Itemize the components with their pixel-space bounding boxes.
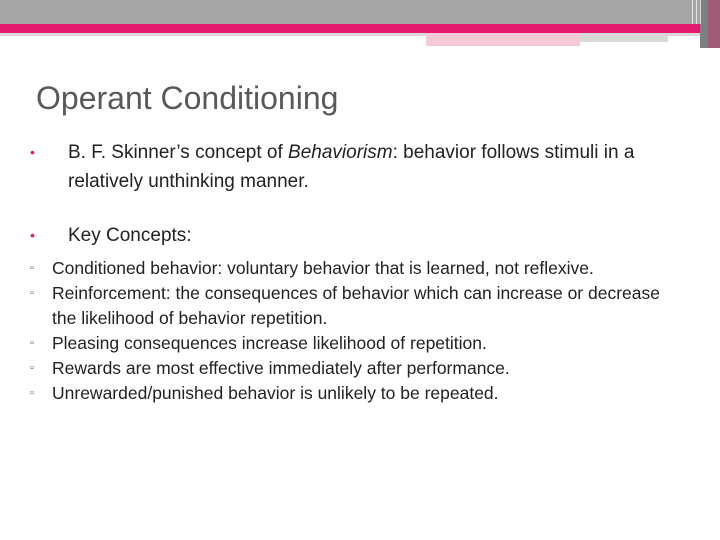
- sub-bullet-text: Pleasing consequences increase likelihood of repetition.: [52, 333, 487, 353]
- sub-bullet-unrewarded: [28, 381, 688, 406]
- header-gray-band: [0, 0, 720, 24]
- sub-bullet-square-icon: ▫: [30, 362, 34, 374]
- sub-bullet-square-icon: ▫: [30, 337, 34, 349]
- sub-bullet-square-icon: ▫: [30, 287, 34, 299]
- sub-bullet-reinforcement: [28, 281, 688, 331]
- bullet-key-concepts-text: Key Concepts:: [68, 225, 192, 246]
- sub-bullet-square-icon: ▫: [30, 262, 34, 274]
- slide-title: Operant Conditioning: [36, 80, 339, 116]
- bullet-skinner: [28, 138, 688, 196]
- sub-bullet-text: Conditioned behavior: voluntary behavior that is learned, not reflexive.: [52, 258, 594, 278]
- corner-pink-block: [708, 0, 720, 48]
- bullet-key-concepts: [28, 221, 688, 250]
- slide-body: [28, 138, 688, 406]
- sub-bullet-pleasing: [28, 331, 688, 356]
- sub-bullet-text: Unrewarded/punished behavior is unlikely to be repeated.: [52, 383, 499, 403]
- header-pink-tab: [426, 33, 580, 46]
- corner-stripes: [692, 0, 702, 24]
- sub-bullet-conditioned: [28, 256, 688, 281]
- bullet-skinner-text: [68, 138, 688, 196]
- key-concepts-list: [28, 256, 688, 406]
- header-pink-band: [0, 24, 720, 33]
- sub-bullet-rewards: [28, 356, 688, 381]
- bullet-skinner-text-b: : behavior follows stimuli in a relatively unthinking manner.: [68, 142, 635, 192]
- bullet-dot-icon: •: [30, 144, 35, 160]
- bullet-skinner-text-a: B. F. Skinner’s concept of: [68, 142, 289, 163]
- sub-bullet-text: Rewards are most effective immediately after performance.: [52, 358, 510, 378]
- sub-bullet-text: Reinforcement: the consequences of behavior which can increase or decrease the likelihood of behavior repetition.: [52, 283, 660, 328]
- header-gray-tab: [580, 33, 668, 42]
- bullet-skinner-emphasis: Behaviorism: [288, 142, 393, 163]
- sub-bullet-square-icon: ▫: [30, 387, 34, 399]
- bullet-dot-icon: •: [30, 227, 35, 243]
